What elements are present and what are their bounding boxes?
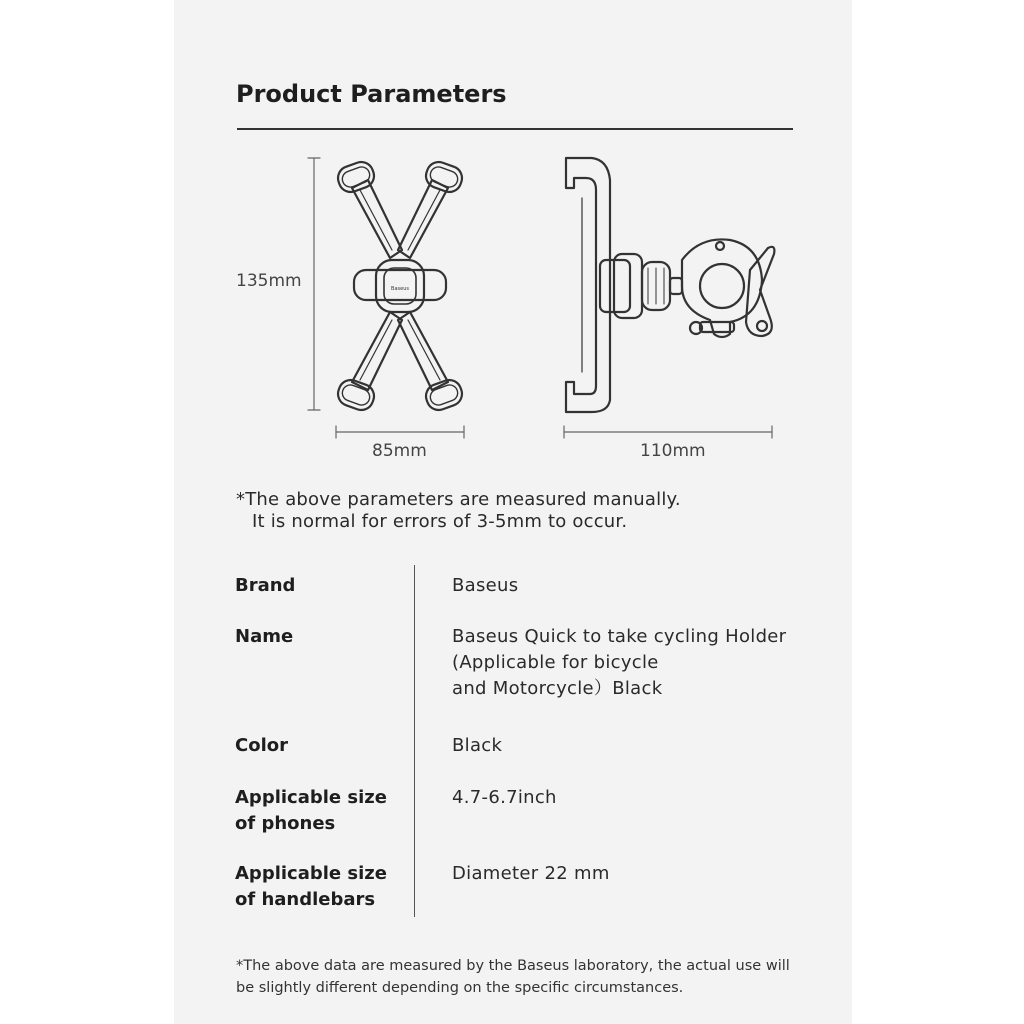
spec-label-brand: Brand <box>235 575 296 596</box>
product-diagram <box>230 150 790 470</box>
footer-note <box>236 955 790 999</box>
depth-dimension: 110mm <box>640 441 706 461</box>
footer-note-line2: be slightly different depending on the specific circumstances. <box>236 980 684 996</box>
page-title: Product Parameters <box>236 80 507 108</box>
front-view-drawing <box>308 158 465 438</box>
spec-label-handlebar-size: Applicable size of handlebars <box>235 863 387 910</box>
measurement-note-line2: It is normal for errors of 3-5mm to occur. <box>252 511 628 532</box>
spec-label-color: Color <box>235 735 288 756</box>
width-dimension: 85mm <box>372 441 427 461</box>
spec-value-phone-size: 4.7-6.7inch <box>452 787 557 808</box>
height-dimension: 135mm <box>236 271 302 291</box>
spec-value-color: Black <box>452 735 503 756</box>
spec-divider <box>414 565 415 917</box>
footer-note-line1: *The above data are measured by the Baseus laboratory, the actual use will <box>236 958 790 974</box>
side-view-drawing <box>564 158 774 438</box>
spec-label-name: Name <box>235 626 294 647</box>
spec-value-brand: Baseus <box>452 575 519 596</box>
spec-value-handlebar-size: Diameter 22 mm <box>452 863 610 884</box>
logo-badge: Baseus <box>391 286 409 292</box>
spec-label-phone-size: Applicable size of phones <box>235 787 387 834</box>
spec-value-name: Baseus Quick to take cycling Holder (Applicable for bicycle and Motorcycle）Black <box>452 626 787 699</box>
title-divider <box>237 128 793 130</box>
measurement-note <box>236 489 681 533</box>
measurement-note-line1: *The above parameters are measured manually. <box>236 489 681 510</box>
